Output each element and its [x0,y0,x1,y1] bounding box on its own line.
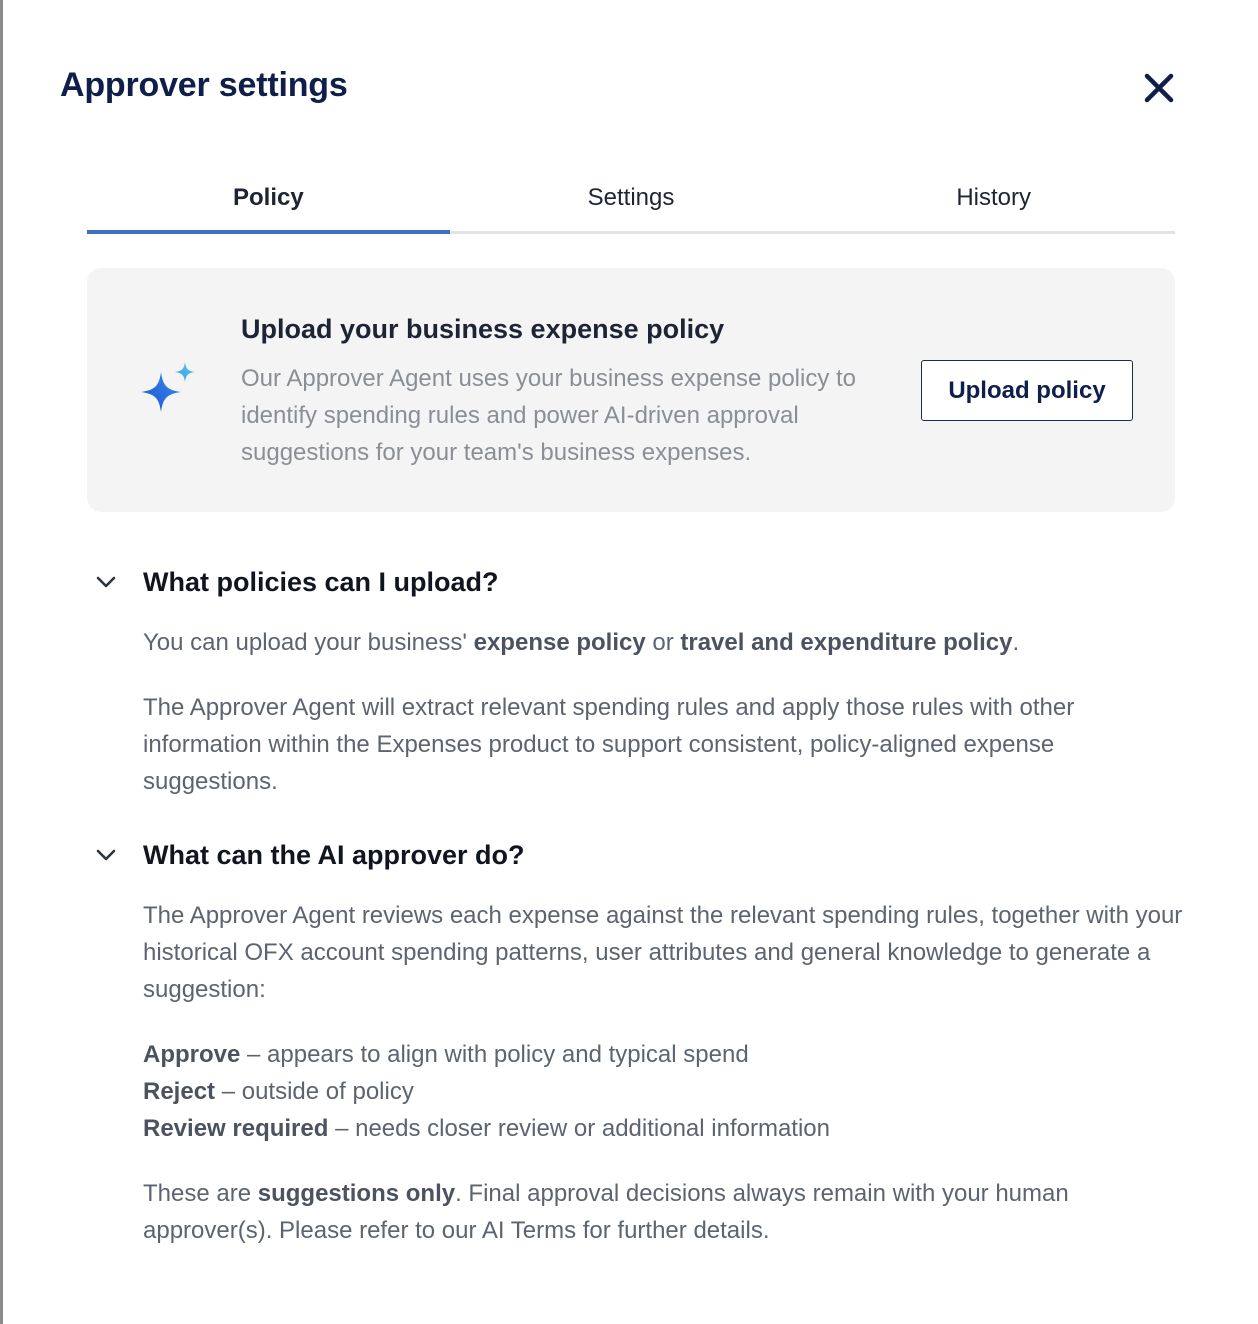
text-span: . [1012,629,1020,656]
suggestion-list [143,1036,1183,1147]
tab-bar [87,178,1175,234]
text-span: You can upload your business' [143,629,474,656]
dialog-title: Approver settings [60,66,348,104]
bold-text: Reject [143,1078,216,1105]
tab-settings[interactable]: Settings [450,178,813,231]
list-item [143,1036,1183,1073]
faq-paragraph [143,1175,1183,1249]
text-span: – appears to align with policy and typical spend [240,1041,749,1068]
upload-policy-button[interactable]: Upload policy [921,360,1133,421]
list-item [143,1110,1183,1147]
text-span: – needs closer review or additional information [328,1115,831,1142]
chevron-down-icon [93,569,119,595]
bold-text: suggestions only [257,1180,456,1207]
close-icon [1141,70,1177,106]
faq-paragraph: The Approver Agent will extract relevant spending rules and apply those rules with other information within the Expenses product to support consistent, policy-aligned expense suggestions. [143,694,1075,795]
faq-section-policies [87,562,1187,800]
faq-section-ai-approver [87,835,1187,1249]
upload-policy-card [87,268,1175,512]
faq-toggle-policies[interactable] [87,562,499,602]
list-item [143,1073,1183,1110]
text-span: or [645,629,681,656]
faq-toggle-ai-approver[interactable] [87,835,525,875]
text-span: . Final approval decisions always remain with your human approver(s). Please refer to our AI Terms for further details. [143,1180,1069,1244]
faq-paragraph [143,624,1183,661]
approver-settings-dialog [3,0,1258,1324]
tab-history[interactable]: History [812,178,1175,231]
faq-paragraph: The Approver Agent reviews each expense against the relevant spending rules, together with your historical OFX account spending patterns, user attributes and general knowledge to generate a suggestion: [143,902,1183,1003]
text-span: These are [143,1180,258,1207]
faq-body-policies [143,624,1183,800]
faq-body-ai-approver [143,897,1183,1249]
text-span: – outside of policy [215,1078,414,1105]
chevron-down-icon [93,842,119,868]
close-button[interactable] [1141,70,1177,106]
upload-card-description: Our Approver Agent uses your business expense policy to identify spending rules and power AI-driven approval suggestions for your team's business expenses. [241,365,857,466]
bold-text: Approve [143,1041,241,1068]
bold-text: expense policy [473,629,646,656]
upload-card-title: Upload your business expense policy [241,314,725,344]
bold-text: Review required [143,1115,329,1142]
sparkle-icon [139,360,201,422]
faq-title-ai-approver: What can the AI approver do? [143,839,525,870]
bold-text: travel and expenditure policy [680,629,1013,656]
tab-policy[interactable]: Policy [87,178,450,231]
faq-title-policies: What policies can I upload? [143,566,499,597]
